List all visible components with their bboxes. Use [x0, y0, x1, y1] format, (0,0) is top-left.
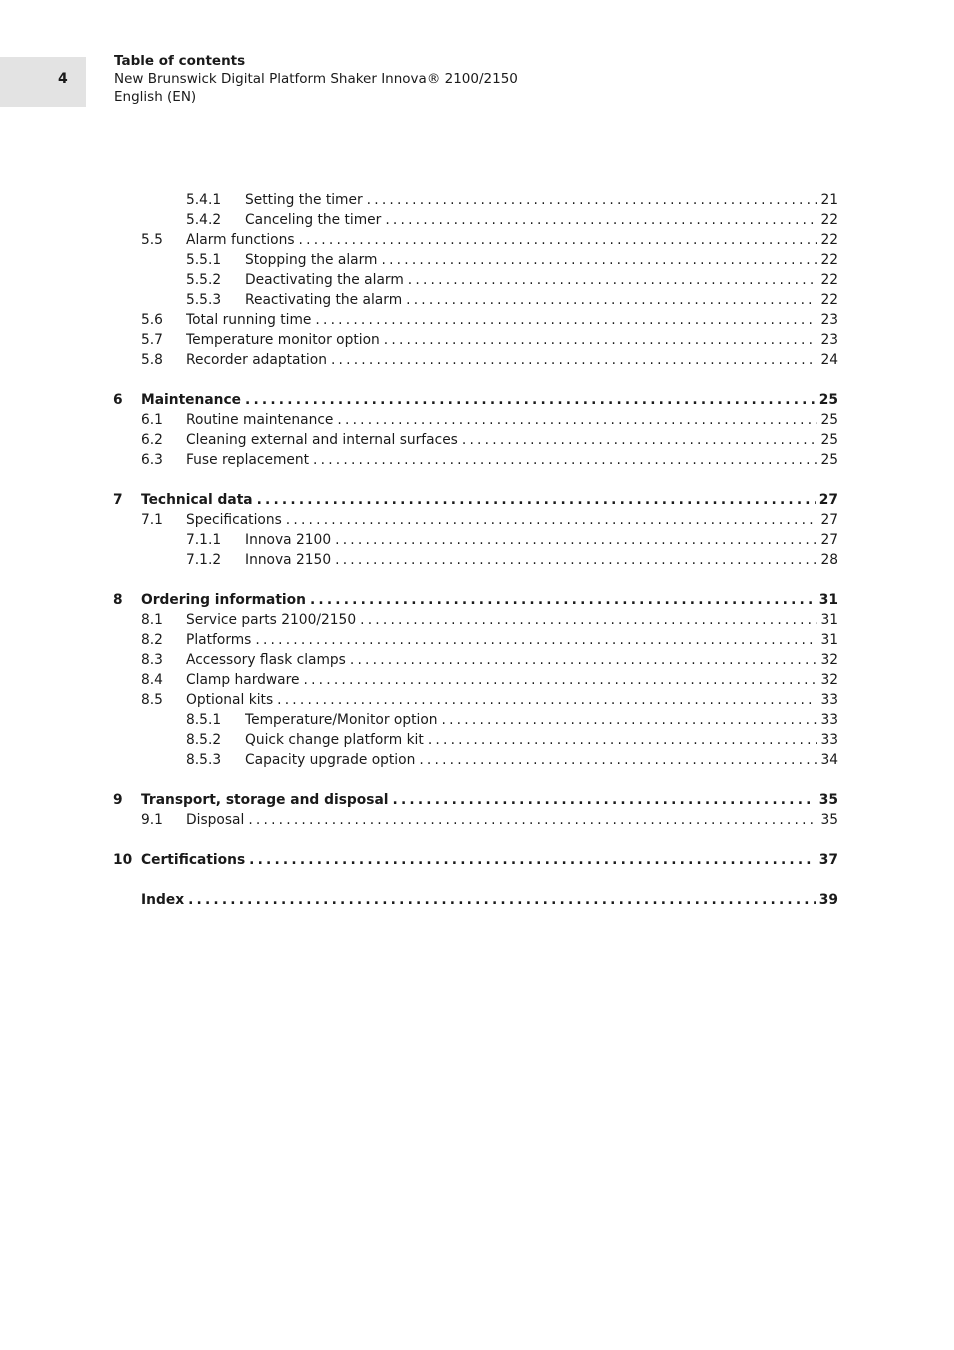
toc-entry-number: 6.3 — [141, 452, 163, 468]
toc-entry-title: Innova 2150 — [245, 550, 335, 570]
toc-section-row[interactable] — [0, 710, 954, 730]
dot-leader — [310, 590, 816, 610]
dot-leader — [350, 650, 818, 670]
toc-page-number: 23 — [820, 312, 838, 328]
toc-page-number: 31 — [818, 592, 838, 608]
toc-page-number: 25 — [820, 452, 838, 468]
toc-entry-title: Cleaning external and internal surfaces — [186, 430, 462, 450]
toc-entry — [141, 390, 838, 410]
toc-entry — [186, 450, 838, 470]
toc-page-number: 25 — [818, 392, 838, 408]
toc-page-number: 33 — [820, 692, 838, 708]
toc-page-number: 35 — [818, 792, 838, 808]
toc-chapter-row[interactable] — [0, 890, 954, 910]
toc-entry-number: 8.2 — [141, 632, 163, 648]
toc-entry-number: 8.1 — [141, 612, 163, 628]
toc-entry — [186, 650, 838, 670]
dot-leader — [335, 550, 817, 570]
toc-entry-title: Optional kits — [186, 690, 277, 710]
toc-section-row[interactable] — [0, 690, 954, 710]
toc-page-number: 24 — [820, 352, 838, 368]
dot-leader — [384, 330, 818, 350]
toc-section-row[interactable] — [0, 290, 954, 310]
toc-entry-number: 6.2 — [141, 432, 163, 448]
toc-entry-title: Clamp hardware — [186, 670, 304, 690]
toc-section-row[interactable] — [0, 510, 954, 530]
toc-entry-title: Reactivating the alarm — [245, 290, 406, 310]
toc-spacer — [0, 830, 954, 850]
toc-entry — [245, 210, 838, 230]
toc-section-row[interactable] — [0, 410, 954, 430]
toc-section-row[interactable] — [0, 610, 954, 630]
toc-entry-title: Stopping the alarm — [245, 250, 382, 270]
toc-entry-title: Platforms — [186, 630, 255, 650]
toc-entry — [186, 810, 838, 830]
toc-spacer — [0, 370, 954, 390]
toc-entry-number: 5.4.1 — [186, 192, 222, 208]
toc-section-row[interactable] — [0, 350, 954, 370]
toc-entry — [141, 890, 838, 910]
toc-entry-title: Routine maintenance — [186, 410, 337, 430]
toc-page-number: 22 — [820, 212, 838, 228]
toc-spacer — [0, 870, 954, 890]
toc-page-number: 27 — [820, 532, 838, 548]
dot-leader — [428, 730, 818, 750]
toc-entry — [245, 750, 838, 770]
toc-chapter-row[interactable] — [0, 390, 954, 410]
toc-spacer — [0, 770, 954, 790]
dot-leader — [299, 230, 818, 250]
dot-leader — [419, 750, 817, 770]
toc-entry — [186, 310, 838, 330]
toc-entry-number: 5.5 — [141, 232, 163, 248]
toc-spacer — [0, 470, 954, 490]
toc-chapter-row[interactable] — [0, 590, 954, 610]
dot-leader — [367, 190, 818, 210]
dot-leader — [255, 630, 817, 650]
toc-section-row[interactable] — [0, 670, 954, 690]
toc-entry — [186, 670, 838, 690]
toc-page-number: 22 — [820, 252, 838, 268]
toc-chapter-row[interactable] — [0, 850, 954, 870]
toc-entry-title: Certifications — [141, 850, 249, 870]
toc-page-number: 22 — [820, 232, 838, 248]
dot-leader — [188, 890, 816, 910]
toc-entry-number: 9.1 — [141, 812, 163, 828]
toc-entry-title: Transport, storage and disposal — [141, 790, 393, 810]
toc-page-number: 23 — [820, 332, 838, 348]
dot-leader — [304, 670, 818, 690]
toc-entry-number: 6.1 — [141, 412, 163, 428]
toc-entry — [186, 510, 838, 530]
toc-page-number: 21 — [820, 192, 838, 208]
dot-leader — [337, 410, 817, 430]
toc-entry — [186, 410, 838, 430]
toc-page-number: 33 — [820, 732, 838, 748]
toc-entry-number: 7 — [113, 492, 123, 508]
toc-entry-title: Innova 2100 — [245, 530, 335, 550]
toc-entry-number: 5.8 — [141, 352, 163, 368]
toc-entry-title: Setting the timer — [245, 190, 367, 210]
toc-entry — [141, 590, 838, 610]
toc-entry-number: 8.5.2 — [186, 732, 222, 748]
toc-page-number: 27 — [820, 512, 838, 528]
toc-section-row[interactable] — [0, 330, 954, 350]
toc-entry-number: 5.5.3 — [186, 292, 222, 308]
toc-section-row[interactable] — [0, 210, 954, 230]
toc-page-number: 32 — [820, 672, 838, 688]
toc-entry — [141, 850, 838, 870]
toc-section-row[interactable] — [0, 190, 954, 210]
toc-entry — [245, 530, 838, 550]
toc-entry — [141, 490, 838, 510]
dot-leader — [286, 510, 818, 530]
toc-entry — [245, 710, 838, 730]
toc-section-row[interactable] — [0, 630, 954, 650]
toc-entry-title: Canceling the timer — [245, 210, 385, 230]
toc-chapter-row[interactable] — [0, 490, 954, 510]
toc-entry — [245, 290, 838, 310]
toc-entry-title: Total running time — [186, 310, 315, 330]
header-subtitle: New Brunswick Digital Platform Shaker Innova® 2100/2150 — [114, 71, 518, 87]
toc-entry — [245, 730, 838, 750]
toc-section-row[interactable] — [0, 430, 954, 450]
toc-entry-number: 6 — [113, 392, 123, 408]
dot-leader — [245, 390, 816, 410]
dot-leader — [249, 850, 816, 870]
toc-spacer — [0, 570, 954, 590]
toc-entry — [186, 690, 838, 710]
toc-entry-title: Alarm functions — [186, 230, 299, 250]
toc-section-row[interactable] — [0, 250, 954, 270]
dot-leader — [360, 610, 817, 630]
toc-entry-title: Quick change platform kit — [245, 730, 428, 750]
toc-entry-number: 8.4 — [141, 672, 163, 688]
toc-entry — [186, 330, 838, 350]
toc-entry — [245, 250, 838, 270]
toc-section-row[interactable] — [0, 650, 954, 670]
toc-page-number: 34 — [820, 752, 838, 768]
toc-entry-title: Specifications — [186, 510, 286, 530]
toc-entry-number: 8 — [113, 592, 123, 608]
toc-entry-title: Deactivating the alarm — [245, 270, 408, 290]
toc-entry-number: 8.3 — [141, 652, 163, 668]
toc-entry-number: 10 — [113, 852, 133, 868]
toc-entry-title: Fuse replacement — [186, 450, 313, 470]
toc-entry-title: Accessory flask clamps — [186, 650, 350, 670]
toc-entry-title: Technical data — [141, 490, 257, 510]
toc-section-row[interactable] — [0, 530, 954, 550]
toc-page-number: 37 — [818, 852, 838, 868]
toc-section-row[interactable] — [0, 730, 954, 750]
toc-section-row[interactable] — [0, 230, 954, 250]
toc-page-number: 25 — [820, 412, 838, 428]
toc-entry-number: 7.1 — [141, 512, 163, 528]
toc-entry-number: 7.1.2 — [186, 552, 222, 568]
toc-entry — [245, 270, 838, 290]
toc-page-number: 22 — [820, 272, 838, 288]
toc-entry-number: 8.5 — [141, 692, 163, 708]
toc-page-number: 33 — [820, 712, 838, 728]
toc-page-number: 35 — [820, 812, 838, 828]
toc-entry-number: 8.5.3 — [186, 752, 222, 768]
dot-leader — [277, 690, 817, 710]
dot-leader — [393, 790, 816, 810]
toc-entry-title: Temperature/Monitor option — [245, 710, 442, 730]
dot-leader — [385, 210, 817, 230]
dot-leader — [313, 450, 817, 470]
dot-leader — [442, 710, 818, 730]
toc-entry — [245, 190, 838, 210]
toc-entry-title: Capacity upgrade option — [245, 750, 419, 770]
toc-page-number: 31 — [820, 632, 838, 648]
toc-page-number: 39 — [818, 892, 838, 908]
toc-entry-number: 5.6 — [141, 312, 163, 328]
table-of-contents — [0, 190, 954, 910]
dot-leader — [462, 430, 818, 450]
dot-leader — [335, 530, 817, 550]
toc-page-number: 27 — [818, 492, 838, 508]
header-title: Table of contents — [114, 53, 246, 69]
dot-leader — [331, 350, 818, 370]
dot-leader — [257, 490, 816, 510]
toc-entry-number: 5.7 — [141, 332, 163, 348]
toc-entry — [186, 430, 838, 450]
dot-leader — [248, 810, 817, 830]
toc-entry — [186, 610, 838, 630]
toc-entry — [186, 350, 838, 370]
toc-entry-number: 5.5.2 — [186, 272, 222, 288]
toc-entry — [245, 550, 838, 570]
toc-section-row[interactable] — [0, 550, 954, 570]
toc-entry-title: Temperature monitor option — [186, 330, 384, 350]
toc-entry-title: Recorder adaptation — [186, 350, 331, 370]
page-number: 4 — [58, 71, 68, 87]
toc-section-row[interactable] — [0, 750, 954, 770]
toc-entry-number: 5.4.2 — [186, 212, 222, 228]
toc-entry-title: Service parts 2100/2150 — [186, 610, 360, 630]
toc-page-number: 28 — [820, 552, 838, 568]
toc-entry-title: Index — [141, 890, 188, 910]
dot-leader — [408, 270, 818, 290]
running-header — [114, 52, 518, 106]
toc-entry-title: Ordering information — [141, 590, 310, 610]
toc-section-row[interactable] — [0, 270, 954, 290]
toc-entry — [186, 230, 838, 250]
toc-section-row[interactable] — [0, 810, 954, 830]
toc-entry-number: 5.5.1 — [186, 252, 222, 268]
toc-entry-number: 9 — [113, 792, 123, 808]
dot-leader — [382, 250, 818, 270]
toc-section-row[interactable] — [0, 310, 954, 330]
toc-entry-title: Maintenance — [141, 390, 245, 410]
dot-leader — [406, 290, 817, 310]
toc-chapter-row[interactable] — [0, 790, 954, 810]
toc-section-row[interactable] — [0, 450, 954, 470]
header-language: English (EN) — [114, 89, 197, 105]
toc-entry-number: 7.1.1 — [186, 532, 222, 548]
toc-page-number: 31 — [820, 612, 838, 628]
toc-entry — [141, 790, 838, 810]
toc-page-number: 22 — [820, 292, 838, 308]
toc-page-number: 32 — [820, 652, 838, 668]
toc-entry-number: 8.5.1 — [186, 712, 222, 728]
toc-entry-title: Disposal — [186, 810, 248, 830]
toc-page-number: 25 — [820, 432, 838, 448]
toc-entry — [186, 630, 838, 650]
dot-leader — [315, 310, 817, 330]
